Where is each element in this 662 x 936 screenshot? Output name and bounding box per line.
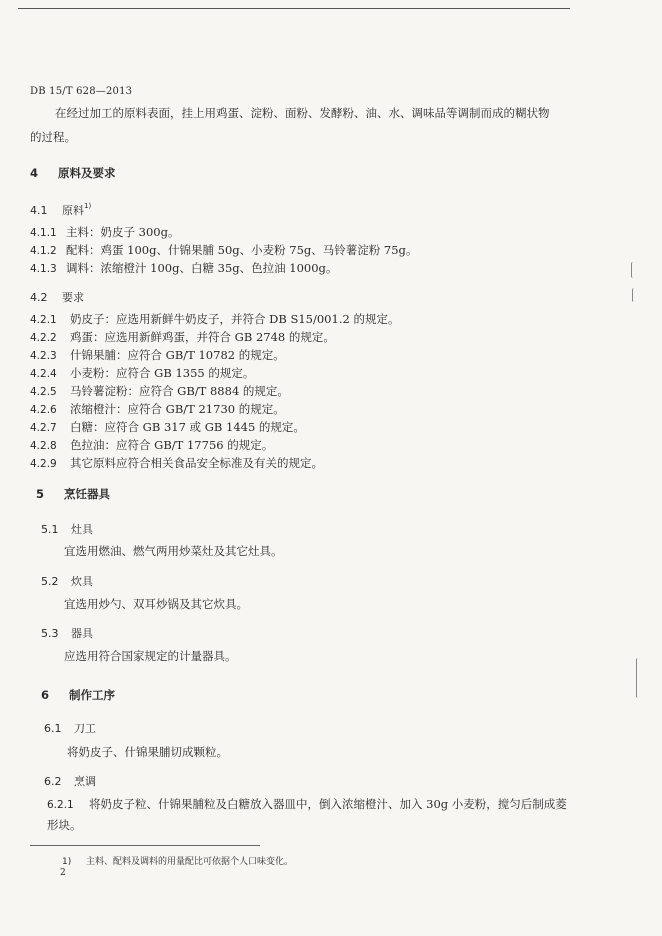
paragraph: 宜选用炒勺、双耳炒锅及其它炊具。 bbox=[64, 597, 248, 611]
item-text: 奶皮子：应选用新鲜牛奶皮子，并符合 DB S15/001.2 的规定。 bbox=[70, 312, 400, 326]
item-text: 小麦粉：应符合 GB 1355 的规定。 bbox=[70, 366, 255, 380]
item-number: 4.1.3 bbox=[30, 263, 57, 275]
list-item bbox=[30, 458, 323, 470]
item-text: 什锦果脯：应符合 GB/T 10782 的规定。 bbox=[70, 348, 285, 362]
item-text: 白糖：应符合 GB 317 或 GB 1445 的规定。 bbox=[70, 420, 305, 434]
list-item bbox=[30, 440, 273, 452]
section-4-heading bbox=[30, 168, 116, 180]
section-number: 5 bbox=[36, 487, 45, 501]
page-number: 2 bbox=[60, 868, 66, 878]
scan-mark bbox=[632, 288, 636, 302]
section-title: 灶具 bbox=[71, 523, 93, 536]
item-number: 4.2.4 bbox=[30, 368, 57, 380]
section-title: 刀工 bbox=[74, 722, 96, 735]
section-title: 制作工序 bbox=[69, 688, 115, 702]
item-number: 4.2.8 bbox=[30, 440, 57, 452]
top-rule bbox=[18, 8, 570, 9]
item-number: 4.1.2 bbox=[30, 245, 57, 257]
section-number: 6 bbox=[41, 688, 50, 702]
section-6-2-heading bbox=[44, 776, 96, 787]
item-number: 4.1.1 bbox=[30, 227, 57, 239]
section-title: 炊具 bbox=[71, 575, 93, 588]
item-text: 配料：鸡蛋 100g、什锦果脯 50g、小麦粉 75g、马铃薯淀粉 75g。 bbox=[66, 243, 418, 257]
section-5-3-heading bbox=[41, 628, 93, 639]
section-number: 4 bbox=[30, 166, 39, 180]
item-number: 4.2.7 bbox=[30, 422, 57, 434]
item-number: 4.2.6 bbox=[30, 404, 57, 416]
item-number: 4.2.5 bbox=[30, 386, 57, 398]
list-item bbox=[30, 314, 399, 326]
section-number: 6.1 bbox=[44, 722, 62, 735]
list-item bbox=[30, 332, 335, 344]
item-number: 6.2.1 bbox=[47, 799, 74, 811]
footnote-number: 1) bbox=[62, 857, 72, 867]
scan-mark bbox=[631, 262, 635, 278]
list-item bbox=[47, 799, 567, 811]
intro-line-1: 在经过加工的原料表面，挂上用鸡蛋、淀粉、面粉、发酵粉、油、水、调味品等调制而成的糊状物 bbox=[55, 106, 550, 120]
item-number: 4.2.9 bbox=[30, 458, 57, 470]
section-title: 器具 bbox=[71, 627, 93, 640]
section-4-2-heading bbox=[30, 292, 84, 303]
section-number: 5.1 bbox=[41, 523, 59, 536]
list-item bbox=[30, 368, 254, 380]
section-4-1-heading bbox=[30, 202, 92, 217]
item-text: 将奶皮子粒、什锦果脯粒及白糖放入器皿中，倒入浓缩橙汁、加入 30g 小麦粉，搅匀后制成菱 bbox=[89, 797, 567, 811]
section-number: 6.2 bbox=[44, 775, 62, 788]
section-title: 原料及要求 bbox=[58, 166, 116, 180]
scan-mark bbox=[636, 658, 640, 698]
item-text: 调料：浓缩橙汁 100g、白糖 35g、色拉油 1000g。 bbox=[66, 261, 338, 275]
section-number: 5.2 bbox=[41, 575, 59, 588]
section-5-heading bbox=[36, 489, 110, 501]
list-item bbox=[30, 263, 337, 275]
footnote-ref: 1) bbox=[84, 202, 92, 210]
section-6-1-heading bbox=[44, 723, 96, 734]
item-text: 其它原料应符合相关食品安全标准及有关的规定。 bbox=[70, 456, 323, 470]
section-5-2-heading bbox=[41, 576, 93, 587]
footnote-rule bbox=[30, 845, 260, 846]
item-number: 4.2.1 bbox=[30, 314, 57, 326]
list-item bbox=[30, 350, 285, 362]
footnote bbox=[62, 854, 293, 867]
section-title: 烹饪器具 bbox=[64, 487, 110, 501]
intro-line-2: 的过程。 bbox=[30, 130, 76, 144]
paragraph: 宜选用燃油、燃气两用炒菜灶及其它灶具。 bbox=[64, 544, 283, 558]
section-number: 4.1 bbox=[30, 204, 48, 217]
list-item bbox=[30, 404, 285, 416]
list-item bbox=[30, 245, 417, 257]
list-item bbox=[30, 227, 179, 239]
document-header: DB 15/T 628—2013 bbox=[30, 86, 133, 97]
paragraph: 应选用符合国家规定的计量器具。 bbox=[64, 649, 237, 663]
list-item bbox=[30, 422, 305, 434]
section-title: 烹调 bbox=[74, 775, 96, 788]
section-title: 原料 bbox=[62, 204, 84, 217]
item-text: 浓缩橙汁：应符合 GB/T 21730 的规定。 bbox=[70, 402, 285, 416]
item-text: 鸡蛋：应选用新鲜鸡蛋，并符合 GB 2748 的规定。 bbox=[70, 330, 335, 344]
item-text: 马铃薯淀粉：应符合 GB/T 8884 的规定。 bbox=[70, 384, 289, 398]
list-item-continuation: 形块。 bbox=[47, 818, 82, 832]
section-number: 5.3 bbox=[41, 627, 59, 640]
item-text: 主料：奶皮子 300g。 bbox=[66, 225, 180, 239]
item-number: 4.2.2 bbox=[30, 332, 57, 344]
section-6-heading bbox=[41, 690, 115, 702]
section-5-1-heading bbox=[41, 524, 93, 535]
list-item bbox=[30, 386, 289, 398]
paragraph: 将奶皮子、什锦果脯切成颗粒。 bbox=[67, 745, 228, 759]
footnote-text: 主料、配料及调料的用量配比可依据个人口味变化。 bbox=[86, 857, 294, 867]
section-title: 要求 bbox=[62, 291, 84, 304]
section-number: 4.2 bbox=[30, 291, 48, 304]
item-text: 色拉油：应符合 GB/T 17756 的规定。 bbox=[70, 438, 274, 452]
item-number: 4.2.3 bbox=[30, 350, 57, 362]
